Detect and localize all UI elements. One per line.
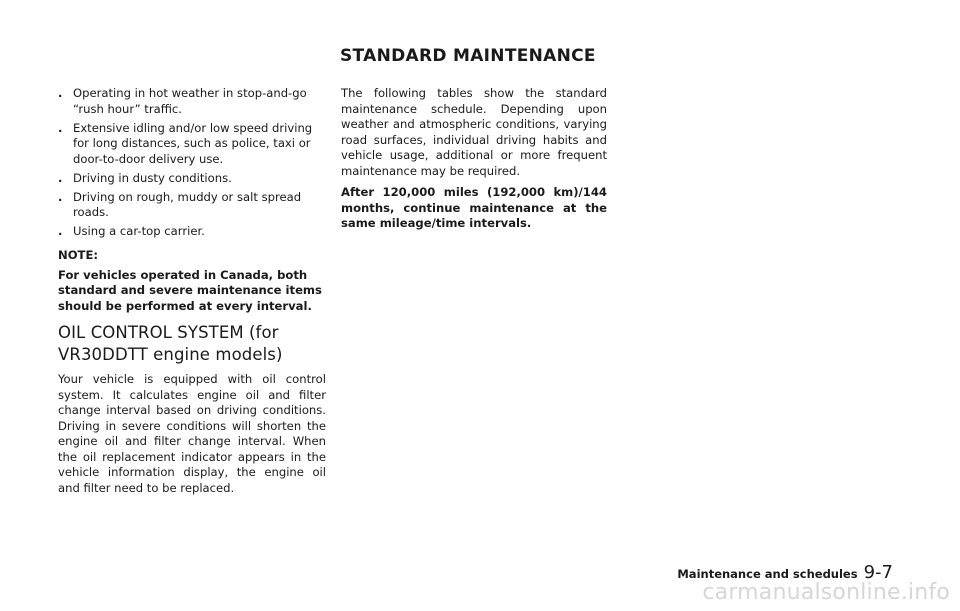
list-item: . Extensive idling and/or low speed driving for long distances, such as police, taxi or door-to-door delivery use. — [58, 120, 313, 166]
intro-paragraph: The following tables show the standard maintenance schedule. Depending upon weather and atmospheric conditions, varying road surfaces, individual driving habits and vehicle usage, additional or more frequent maintenance may be required. — [341, 86, 607, 178]
note-label: NOTE: — [58, 247, 99, 262]
right-column — [341, 86, 607, 238]
note-text: For vehicles operated in Canada, both standard and severe maintenance items should be performed at every interval. — [58, 267, 322, 313]
watermark-text: carmanualsonline.info — [702, 580, 950, 605]
list-item: . Driving in dusty conditions. — [58, 170, 232, 185]
condition-list — [58, 86, 326, 240]
footer-section-name: Maintenance and schedules — [677, 567, 858, 581]
bullet-icon: . — [58, 189, 63, 204]
bullet-icon: . — [58, 224, 63, 238]
list-item: . Operating in hot weather in stop-and-go “rush hour” traffic. — [58, 86, 307, 116]
list-item: . Driving on rough, muddy or salt spread roads. — [58, 189, 302, 219]
list-item: . Using a car-top carrier. — [58, 224, 205, 238]
bullet-icon: . — [58, 120, 63, 135]
left-column — [58, 86, 326, 502]
mileage-note: After 120,000 miles (192,000 km)/144 months, continue maintenance at the same mileage/time intervals. — [341, 185, 607, 230]
page-title: STANDARD MAINTENANCE — [340, 46, 596, 66]
page-number: 9-7 — [863, 562, 893, 583]
bullet-icon: . — [58, 170, 63, 185]
section-body: Your vehicle is equipped with oil control system. It calculates engine oil and filter change interval based on driving conditions. Driving in severe conditions will shorten the engine oil and filter change interval. When the oil replacement indicator appears in the vehicle information display, the engine oil and filter need to be replaced. — [58, 372, 326, 495]
bullet-icon: . — [58, 86, 63, 100]
section-heading: OIL CONTROL SYSTEM (for VR30DDTT engine models) — [58, 323, 283, 364]
